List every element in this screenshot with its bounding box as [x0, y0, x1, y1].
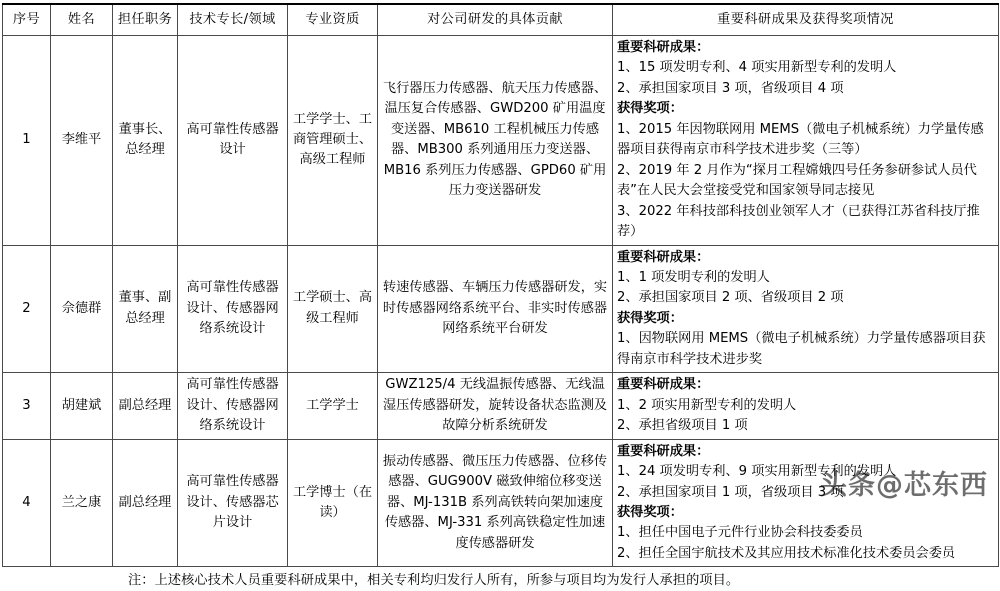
watermark: 头条@芯东西 [820, 470, 988, 501]
column-header-qualification: 专业资质 [288, 4, 378, 36]
cell-seq: 3 [3, 373, 51, 439]
cell-achievements [613, 373, 999, 439]
achievement-heading: 获得奖项： [617, 310, 683, 326]
achievement-item: 2、承担国家项目 3 项，省级项目 4 项 [617, 80, 844, 96]
cell-achievements [613, 36, 999, 246]
table-row [3, 373, 999, 439]
table-row [3, 245, 999, 373]
cell-contribution: 转速传感器、车辆压力传感器研发，实时传感器网络系统平台、非实时传感器网络系统平台研发 [378, 245, 613, 373]
achievement-item: 1、因物联网用 MEMS（微电子机械系统）力学量传感器项目获得南京市科学技术进步奖 [617, 331, 986, 367]
achievement-item: 1、1 项发明专利的发明人 [617, 269, 770, 285]
achievement-heading: 重要科研成果： [617, 443, 710, 459]
achievement-item: 3、2022 年科技部科技创业领军人才（已获得江苏省科技厅推荐） [617, 203, 980, 240]
cell-qualification: 工学学士 [288, 373, 378, 439]
column-header-position: 担任职务 [113, 4, 178, 36]
core-technical-staff-table [2, 3, 999, 567]
table-row [3, 36, 999, 246]
achievement-item: 2、承担国家项目 2 项、省级项目 2 项 [617, 290, 844, 306]
achievement-item: 2、2019 年 2 月作为“探月工程嫦娥四号任务参研参试人员代表”在人民大会堂接受党和国家领导同志接见 [617, 162, 977, 199]
achievement-item: 1、担任中国电子元件行业协会科技委委员 [617, 525, 863, 541]
table-row [3, 439, 999, 567]
cell-achievements [613, 439, 999, 567]
cell-seq: 1 [3, 36, 51, 246]
column-header-specialty: 技术专长/领域 [178, 4, 288, 36]
cell-contribution: 飞行器压力传感器、航天压力传感器、温压复合传感器、GWD200 矿用温度变送器、MB610 工程机械压力传感器、MB300 系列通用压力变送器、MB16 系列压力传感器、GPD60 矿用压力变送器研发 [378, 36, 613, 246]
table-header [3, 4, 999, 36]
achievement-item: 1、2015 年因物联网用 MEMS（微电子机械系统）力学量传感器项目获得南京市科学技术进步奖（三等） [617, 121, 984, 158]
cell-specialty: 高可靠性传感器设计、传感器网络系统设计 [178, 373, 288, 439]
cell-qualification: 工学学士、工商管理硕士、高级工程师 [288, 36, 378, 246]
achievement-heading: 获得奖项： [617, 101, 683, 117]
cell-seq: 2 [3, 245, 51, 373]
column-header-seq: 序号 [3, 4, 51, 36]
table-footnote: 注：上述核心技术人员重要科研成果中，相关专利均归发行人所有，所参与项目均为发行人承担的项目。 [128, 573, 740, 589]
cell-contribution: GWZ125/4 无线温振传感器、无线温湿压传感器研发，旋转设备状态监测及故障分析系统研发 [378, 373, 613, 439]
cell-qualification: 工学硕士、高级工程师 [288, 245, 378, 373]
table-header-row [3, 4, 999, 36]
achievement-item: 1、2 项实用新型专利的发明人 [617, 397, 797, 413]
cell-contribution: 振动传感器、微压压力传感器、位移传感器、GUG900V 磁致伸缩位移变送器、MJ-131B 系列高铁转向架加速度传感器、MJ-331 系列高铁稳定性加速度传感器研发 [378, 439, 613, 567]
achievement-heading: 重要科研成果： [617, 40, 710, 55]
achievement-item: 1、15 项发明专利、4 项实用新型专利的发明人 [617, 60, 897, 76]
achievement-heading: 重要科研成果： [617, 249, 710, 265]
column-header-name: 姓名 [51, 4, 113, 36]
cell-position: 董事、副总经理 [113, 245, 178, 373]
cell-position: 副总经理 [113, 373, 178, 439]
column-header-achievements: 重要科研成果及获得奖项情况 [613, 4, 999, 36]
cell-qualification: 工学博士（在读） [288, 439, 378, 567]
achievement-item: 2、承担国家项目 1 项，省级项目 3 项 [617, 484, 844, 500]
cell-name: 兰之康 [51, 439, 113, 567]
cell-position: 董事长、总经理 [113, 36, 178, 246]
cell-specialty: 高可靠性传感器设计 [178, 36, 288, 246]
cell-position: 副总经理 [113, 439, 178, 567]
cell-achievements [613, 245, 999, 373]
achievement-item: 2、承担省级项目 1 项 [617, 418, 748, 434]
achievement-heading: 重要科研成果： [617, 377, 710, 393]
cell-name: 胡建斌 [51, 373, 113, 439]
achievement-item: 2、担任全国宇航技术及其应用技术标准化技术委员会委员 [617, 545, 956, 561]
document-page [0, 3, 1000, 589]
achievement-item: 1、24 项发明专利、9 项实用新型专利的发明人 [617, 464, 897, 480]
column-header-contribution: 对公司研发的具体贡献 [378, 4, 613, 36]
achievement-heading: 获得奖项： [617, 504, 683, 520]
cell-seq: 4 [3, 439, 51, 567]
cell-specialty: 高可靠性传感器设计、传感器芯片设计 [178, 439, 288, 567]
cell-name: 李维平 [51, 36, 113, 246]
cell-specialty: 高可靠性传感器设计、传感器网络系统设计 [178, 245, 288, 373]
table-body [3, 36, 999, 567]
cell-name: 佘德群 [51, 245, 113, 373]
